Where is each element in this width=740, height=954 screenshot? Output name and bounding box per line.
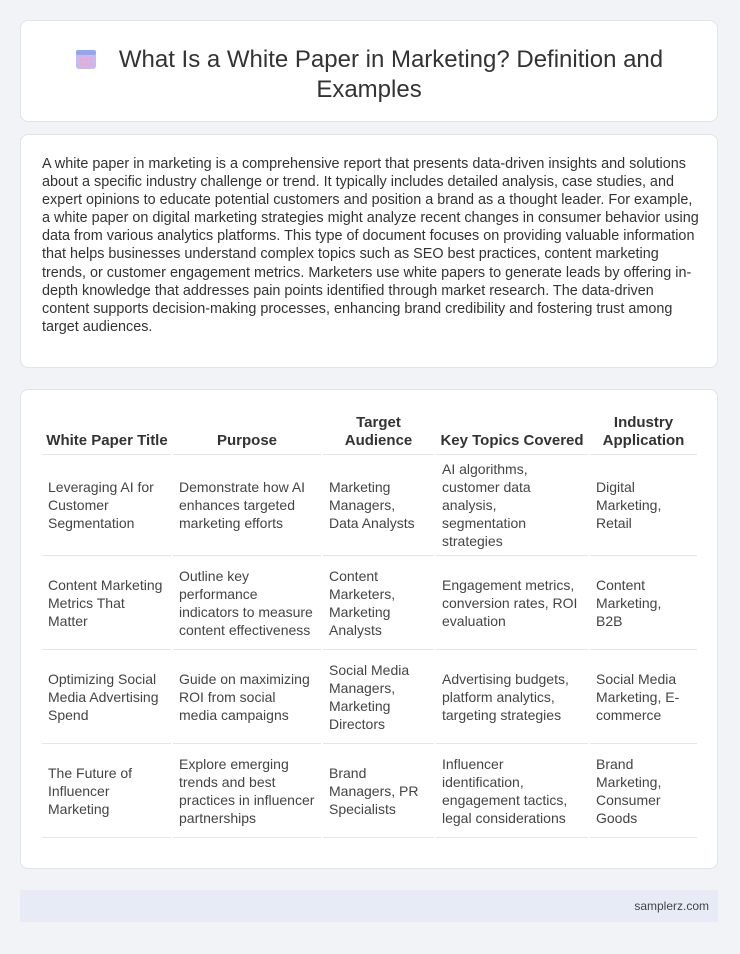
cell-topics: Advertising budgets, platform analytics, targeting strategies bbox=[435, 650, 589, 744]
cell-audience: Content Marketers, Marketing Analysts bbox=[322, 556, 435, 650]
table-row bbox=[42, 455, 698, 556]
title-card bbox=[20, 20, 718, 122]
cell-audience: Marketing Managers, Data Analysts bbox=[322, 455, 435, 556]
header-industry: Industry Application bbox=[589, 410, 698, 455]
cell-purpose: Explore emerging trends and best practices in influencer partnerships bbox=[172, 744, 322, 838]
cell-industry: Brand Marketing, Consumer Goods bbox=[589, 744, 698, 838]
cell-audience: Social Media Managers, Marketing Directors bbox=[322, 650, 435, 744]
header-audience: Target Audience bbox=[322, 410, 435, 455]
table-row bbox=[42, 650, 698, 744]
table-row bbox=[42, 556, 698, 650]
calendar-icon bbox=[75, 48, 97, 70]
cell-purpose: Outline key performance indicators to measure content effectiveness bbox=[172, 556, 322, 650]
cell-industry: Content Marketing, B2B bbox=[589, 556, 698, 650]
intro-paragraph: A white paper in marketing is a comprehensive report that presents data-driven insights and solutions about a specific industry challenge or trend. It typically includes detailed analysis, case studies, and expert opinions to educate potential customers and position a brand as a thought leader. For example, a white paper on digital marketing strategies might analyze recent changes in consumer behavior using data from various analytics platforms. This type of document focuses on providing valuable information that helps businesses understand complex topics such as SEO best practices, content marketing trends, or customer engagement metrics. Marketers use white papers to generate leads by offering in-depth knowledge that addresses pain points identified through market research. The data-driven content supports decision-making processes, enhancing brand credibility and fostering trust among target audiences. bbox=[42, 156, 699, 335]
cell-industry: Social Media Marketing, E-commerce bbox=[589, 650, 698, 744]
page-title: What Is a White Paper in Marketing? Definition and Examples bbox=[118, 46, 664, 103]
cell-topics: Engagement metrics, conversion rates, ROI evaluation bbox=[435, 556, 589, 650]
cell-purpose: Demonstrate how AI enhances targeted marketing efforts bbox=[172, 455, 322, 556]
cell-title: Optimizing Social Media Advertising Spend bbox=[42, 650, 172, 744]
cell-audience: Brand Managers, PR Specialists bbox=[322, 744, 435, 838]
table-row bbox=[42, 744, 698, 838]
cell-title: Leveraging AI for Customer Segmentation bbox=[42, 455, 172, 556]
header-topics: Key Topics Covered bbox=[435, 410, 589, 455]
cell-title: The Future of Influencer Marketing bbox=[42, 744, 172, 838]
cell-topics: Influencer identification, engagement tactics, legal considerations bbox=[435, 744, 589, 838]
intro-card bbox=[20, 134, 718, 368]
white-paper-table bbox=[42, 410, 699, 838]
cell-industry: Digital Marketing, Retail bbox=[589, 455, 698, 556]
page-title-wrap bbox=[21, 45, 717, 105]
cell-title: Content Marketing Metrics That Matter bbox=[42, 556, 172, 650]
header-title: White Paper Title bbox=[42, 410, 172, 455]
table-header-row bbox=[42, 410, 698, 455]
table-card bbox=[20, 389, 718, 869]
cell-purpose: Guide on maximizing ROI from social media campaigns bbox=[172, 650, 322, 744]
footer-site-link[interactable]: samplerz.com bbox=[634, 899, 709, 913]
header-purpose: Purpose bbox=[172, 410, 322, 455]
footer bbox=[20, 890, 718, 922]
cell-topics: AI algorithms, customer data analysis, segmentation strategies bbox=[435, 455, 589, 556]
